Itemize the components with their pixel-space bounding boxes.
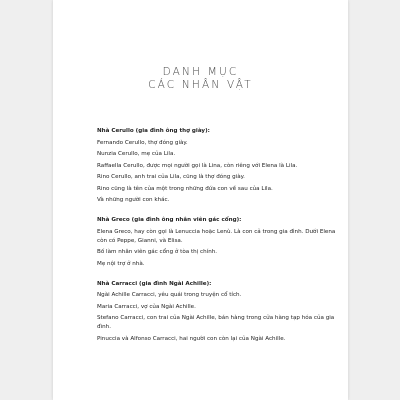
book-page xyxy=(53,0,348,400)
section-greco xyxy=(97,216,337,269)
list-item: Fernando Cerullo, thợ đóng giày. xyxy=(97,139,188,146)
list-item: Bố làm nhân viên gác cổng ở tòa thị chính. xyxy=(97,249,218,255)
section-heading: Nhà Greco (gia đình ông nhân viên gác cổng): xyxy=(97,217,242,223)
title-line-2: CÁC NHÂN VẬT xyxy=(148,79,253,91)
page-title xyxy=(53,66,348,92)
section-heading: Nhà Cerullo (gia đình ông thợ giày): xyxy=(97,128,210,134)
list-item: Rino Cerullo, anh trai của Lila, cũng là thợ đóng giày. xyxy=(97,174,245,180)
list-item: Nunzia Cerullo, mẹ của Lila. xyxy=(97,151,176,157)
list-item: Raffaella Cerullo, được mọi người gọi là Lina, còn riêng với Elena là Lila. xyxy=(97,162,298,169)
section-cerullo xyxy=(97,127,337,205)
title-line-1: DANH MỤC xyxy=(162,66,239,78)
list-item: Maria Carracci, vợ của Ngài Achille. xyxy=(97,303,196,310)
list-item: Mẹ nội trợ ở nhà. xyxy=(97,260,145,267)
list-item: Pinuccia và Alfonso Carracci, hai người con còn lại của Ngài Achille. xyxy=(97,335,286,342)
list-item: Và những người con khác. xyxy=(97,197,170,203)
list-item: Ngài Achille Carracci, yêu quái trong truyện cổ tích. xyxy=(97,292,242,298)
list-item: Elena Greco, hay còn gọi là Lenuccia hoặc Lenù. Là con cả trong gia đình. Dưới Elena còn có Peppe, Gianni, và Elisa. xyxy=(97,228,336,244)
section-heading: Nhà Carracci (gia đình Ngài Achille): xyxy=(97,280,212,287)
character-list xyxy=(97,127,337,355)
section-carracci xyxy=(97,280,337,344)
list-item: Rino cũng là tên của một trong những đứa con về sau của Lila. xyxy=(97,185,273,192)
list-item: Stefano Carracci, con trai của Ngài Achille, bán hàng trong cửa hàng tạp hóa của gia đình. xyxy=(97,315,335,330)
